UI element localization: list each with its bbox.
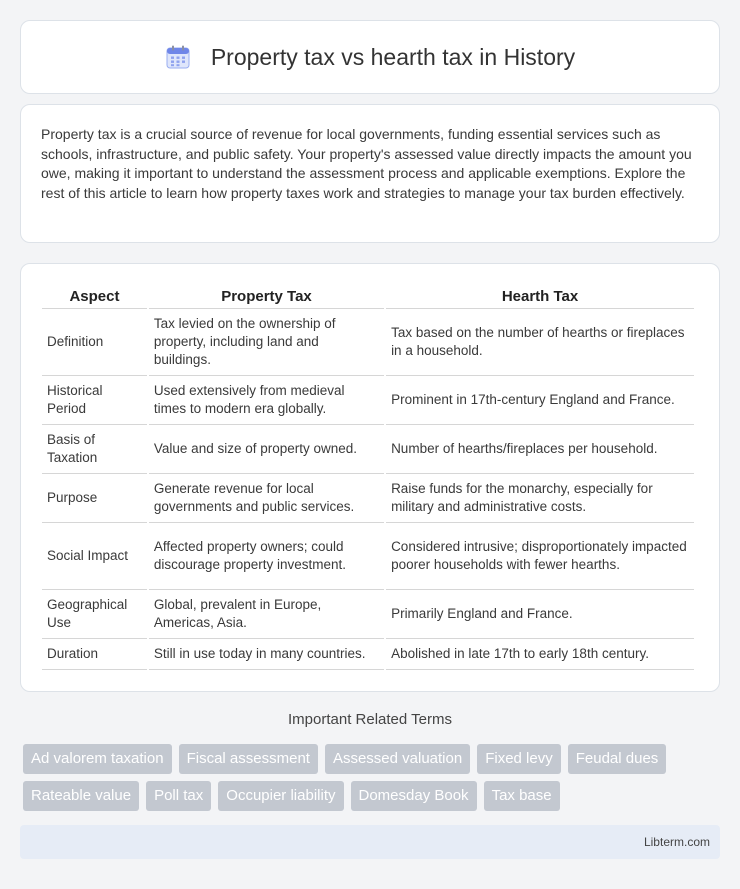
table-row bbox=[42, 376, 694, 425]
row-aspect: Basis of Taxation bbox=[42, 425, 147, 474]
row-aspect: Duration bbox=[42, 639, 147, 670]
footer bbox=[20, 825, 720, 859]
row-hearth-tax: Abolished in late 17th to early 18th century. bbox=[386, 639, 694, 670]
table-row bbox=[42, 523, 694, 590]
comparison-table-card bbox=[20, 263, 720, 692]
intro-card bbox=[20, 104, 720, 243]
table-row bbox=[42, 425, 694, 474]
related-term-tag[interactable]: Ad valorem taxation bbox=[23, 744, 172, 774]
row-property-tax: Still in use today in many countries. bbox=[149, 639, 384, 670]
row-hearth-tax: Tax based on the number of hearths or fireplaces in a household. bbox=[386, 309, 694, 376]
comparison-table bbox=[40, 284, 696, 670]
row-aspect: Definition bbox=[42, 309, 147, 376]
related-term-tag[interactable]: Assessed valuation bbox=[325, 744, 470, 774]
row-property-tax: Generate revenue for local governments and public services. bbox=[149, 474, 384, 523]
related-term-tag[interactable]: Poll tax bbox=[146, 781, 211, 811]
row-property-tax: Used extensively from medieval times to modern era globally. bbox=[149, 376, 384, 425]
header-property-tax: Property Tax bbox=[149, 284, 384, 309]
row-property-tax: Value and size of property owned. bbox=[149, 425, 384, 474]
table-row bbox=[42, 309, 694, 376]
row-aspect: Social Impact bbox=[42, 523, 147, 590]
row-hearth-tax: Raise funds for the monarchy, especially for military and administrative costs. bbox=[386, 474, 694, 523]
row-aspect: Purpose bbox=[42, 474, 147, 523]
related-terms-title: Important Related Terms bbox=[288, 711, 452, 728]
row-hearth-tax: Prominent in 17th-century England and France. bbox=[386, 376, 694, 425]
table-row bbox=[42, 474, 694, 523]
related-term-tag[interactable]: Feudal dues bbox=[568, 744, 667, 774]
table-row bbox=[42, 639, 694, 670]
row-aspect: Historical Period bbox=[42, 376, 147, 425]
related-terms-tags bbox=[23, 744, 723, 818]
related-term-tag[interactable]: Rateable value bbox=[23, 781, 139, 811]
table-row bbox=[42, 590, 694, 639]
row-hearth-tax: Number of hearths/fireplaces per household. bbox=[386, 425, 694, 474]
row-property-tax: Global, prevalent in Europe, Americas, Asia. bbox=[149, 590, 384, 639]
intro-text: Property tax is a crucial source of revenue for local governments, funding essential services such as schools, infrastructure, and public safety. Your property's assessed value directly impacts the amount you owe, making it important to understand the assessment process and applicable exemptions. Explore the rest of this article to learn how property taxes work and strategies to manage your tax burden effectively. bbox=[41, 126, 692, 201]
row-aspect: Geographical Use bbox=[42, 590, 147, 639]
related-term-tag[interactable]: Occupier liability bbox=[218, 781, 343, 811]
row-hearth-tax: Primarily England and France. bbox=[386, 590, 694, 639]
calendar-icon bbox=[165, 44, 191, 70]
related-term-tag[interactable]: Fiscal assessment bbox=[179, 744, 318, 774]
related-term-tag[interactable]: Tax base bbox=[484, 781, 560, 811]
row-property-tax: Tax levied on the ownership of property, including land and buildings. bbox=[149, 309, 384, 376]
footer-site-link[interactable]: Libterm.com bbox=[643, 835, 710, 849]
row-property-tax: Affected property owners; could discourage property investment. bbox=[149, 523, 384, 590]
page-title: Property tax vs hearth tax in History bbox=[210, 43, 576, 70]
header-card bbox=[20, 20, 720, 94]
row-hearth-tax: Considered intrusive; disproportionately impacted poorer households with fewer hearths. bbox=[386, 523, 694, 590]
table-header-row bbox=[42, 284, 694, 309]
related-term-tag[interactable]: Domesday Book bbox=[351, 781, 477, 811]
header-hearth-tax: Hearth Tax bbox=[386, 284, 694, 309]
header-aspect: Aspect bbox=[42, 284, 147, 309]
related-term-tag[interactable]: Fixed levy bbox=[477, 744, 561, 774]
